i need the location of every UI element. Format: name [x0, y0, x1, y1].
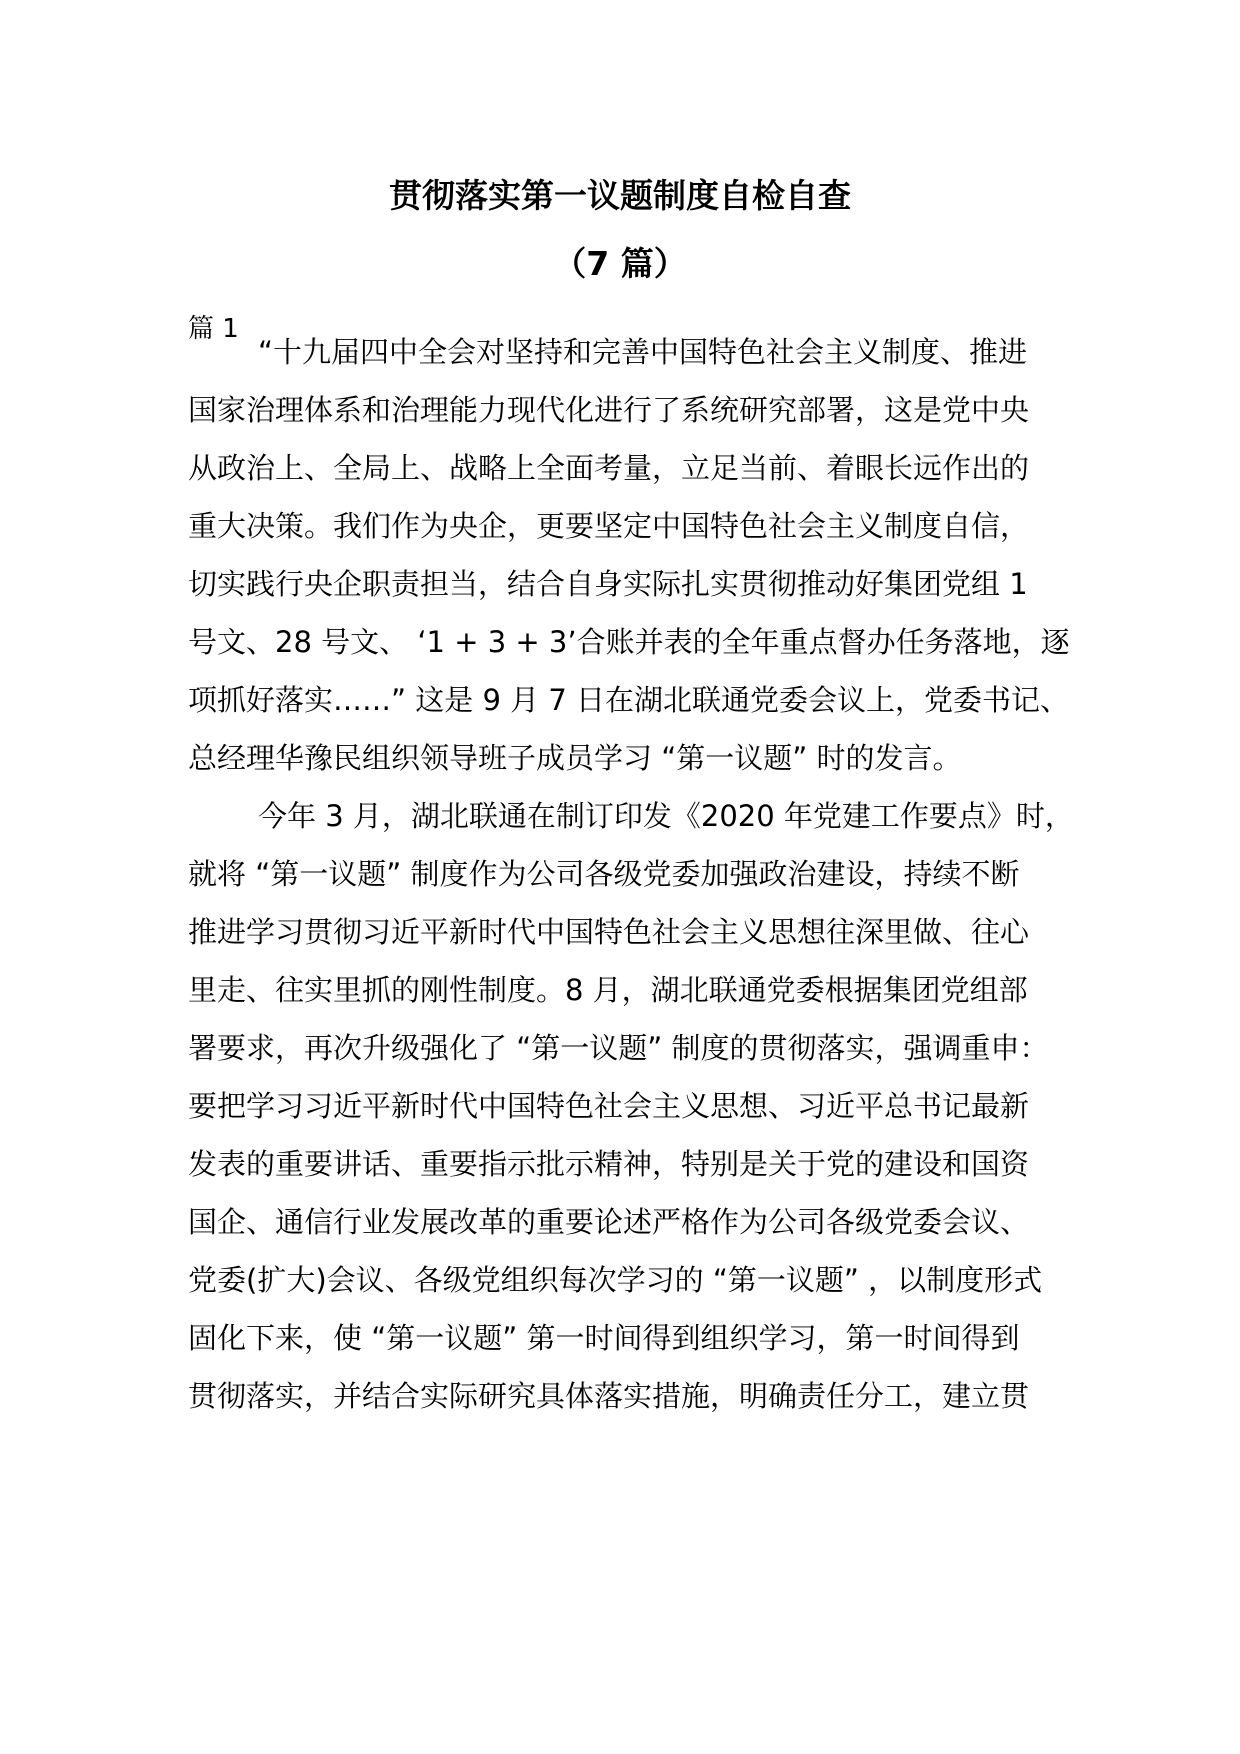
document-title: 贯彻落实第一议题制度自检自查: [389, 176, 851, 215]
text-line: 号文、28 号文、 ‘1 + 3 + 3’合账并表的全年重点督办任务落地，逐: [188, 625, 1070, 659]
text-line: 项抓好落实……” 这是 9 月 7 日在湖北联通党委会议上，党委书记、: [188, 683, 1070, 717]
text-line: 从政治上、全局上、战略上全面考量，立足当前、着眼长远作出的: [188, 451, 1030, 485]
text-line: 里走、往实里抓的刚性制度。8 月，湖北联通党委根据集团党组部: [188, 973, 1028, 1007]
text-line: 国企、通信行业发展改革的重要论述严格作为公司各级党委会议、: [188, 1205, 1030, 1239]
text-line: 重大决策。我们作为央企，更要坚定中国特色社会主义制度自信，: [188, 509, 1030, 543]
text-line: 贯彻落实，并结合实际研究具体落实措施，明确责任分工，建立贯: [188, 1379, 1030, 1413]
document-subtitle: （7 篇）: [553, 244, 687, 283]
text-line: 署要求，再次升级强化了 “第一议题” 制度的贯彻落实，强调重申：: [188, 1031, 1049, 1065]
text-line: 发表的重要讲话、重要指示批示精神，特别是关于党的建设和国资: [188, 1147, 1030, 1181]
text-line: 今年 3 月，湖北联通在制订印发《2020 年党建工作要点》时，: [258, 799, 1074, 833]
text-line: 固化下来，使 “第一议题” 第一时间得到组织学习，第一时间得到: [188, 1321, 1020, 1355]
text-line: 总经理华豫民组织领导班子成员学习 “第一议题” 时的发言。: [188, 741, 962, 775]
section-label: 篇 1: [188, 314, 239, 344]
text-line: 国家治理体系和治理能力现代化进行了系统研究部署，这是党中央: [188, 393, 1030, 427]
text-line: 要把学习习近平新时代中国特色社会主义思想、习近平总书记最新: [188, 1089, 1030, 1123]
text-line: 党委(扩大)会议、各级党组织每次学习的 “第一议题” ，以制度形式: [188, 1263, 1043, 1297]
text-line: 切实践行央企职责担当，结合自身实际扎实贯彻推动好集团党组 1: [188, 567, 1028, 601]
text-line: 推进学习贯彻习近平新时代中国特色社会主义思想往深里做、往心: [188, 915, 1030, 949]
text-line: 就将 “第一议题” 制度作为公司各级党委加强政治建设，持续不断: [188, 857, 1020, 891]
text-line: “十九届四中全会对坚持和完善中国特色社会主义制度、推进: [258, 335, 1028, 369]
